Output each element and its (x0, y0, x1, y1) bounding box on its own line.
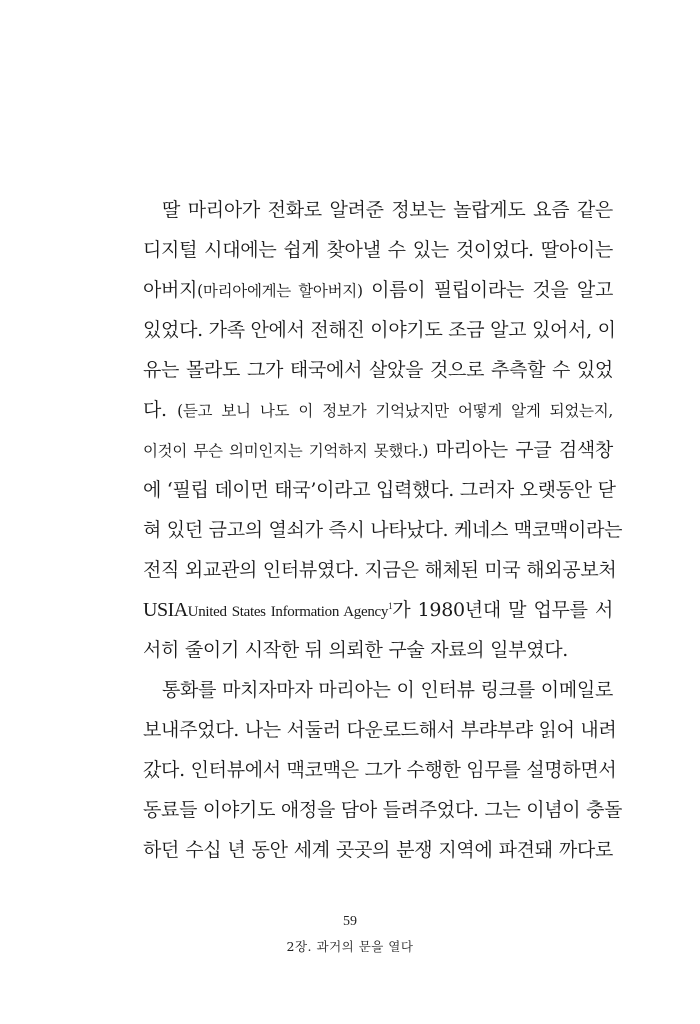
text-line: 혀 있던 금고의 열쇠가 즉시 나타났다. 케네스 맥코맥이라는 (143, 519, 623, 541)
abbreviation-full-name: United States Information Agency (187, 604, 389, 620)
page-number: 59 (343, 914, 357, 929)
footnote-marker: 1 (388, 601, 393, 611)
text-line: 딸 마리아가 전화로 알려준 정보는 놀랍게도 요즘 같은 (162, 199, 613, 221)
body-text (143, 190, 623, 870)
abbreviation: USIA (143, 599, 188, 621)
parenthetical-note: (듣고 보니 나도 이 정보가 기억났지만 어떻게 알게 되었는지, (177, 402, 613, 420)
text-line: 갔다. 인터뷰에서 맥코맥은 그가 수행한 임무를 설명하면서 (143, 759, 617, 781)
text-line: 하던 수십 년 동안 세계 곳곳의 분쟁 지역에 파견돼 까다로 (143, 839, 613, 861)
chapter-footer: 2장. 과거의 문을 열다 (286, 939, 414, 954)
text-fragment: 다. (143, 399, 178, 421)
text-line (143, 270, 613, 310)
text-fragment: 아버지 (143, 279, 198, 301)
text-line: 있었다. 가족 안에서 전해진 이야기도 조금 알고 있어서, 이 (143, 319, 616, 341)
text-fragment: 마리아는 구글 검색창 (428, 439, 613, 461)
text-line (143, 430, 613, 470)
text-line: 서히 줄이기 시작한 뒤 의뢰한 구술 자료의 일부였다. (143, 639, 569, 661)
text-line (143, 390, 613, 430)
text-line: 통화를 마치자마자 마리아는 이 인터뷰 링크를 이메일로 (162, 679, 613, 701)
text-line: 전직 외교관의 인터뷰였다. 지금은 해체된 미국 해외공보처 (143, 559, 617, 581)
text-fragment: 가 1980년대 말 업무를 서 (392, 599, 613, 621)
text-line: 보내주었다. 나는 서둘러 다운로드해서 부랴부랴 읽어 내려 (143, 719, 617, 741)
parenthetical-note: (마리아에게는 할아버지) (197, 282, 363, 300)
text-line: 유는 몰라도 그가 태국에서 살았을 것으로 추측할 수 있었 (143, 359, 613, 381)
text-line: 디지털 시대에는 쉽게 찾아낼 수 있는 것이었다. 딸아이는 (143, 239, 613, 261)
parenthetical-note: 이것이 무슨 의미인지는 기억하지 못했다.) (143, 442, 429, 460)
text-line (143, 590, 613, 630)
text-fragment: 이름이 필립이라는 것을 알고 (362, 279, 613, 301)
text-line: 에 ‘필립 데이먼 태국’이라고 입력했다. 그러자 오랫동안 닫 (143, 479, 616, 501)
text-line: 동료들 이야기도 애정을 담아 들려주었다. 그는 이념이 충돌 (143, 799, 623, 821)
